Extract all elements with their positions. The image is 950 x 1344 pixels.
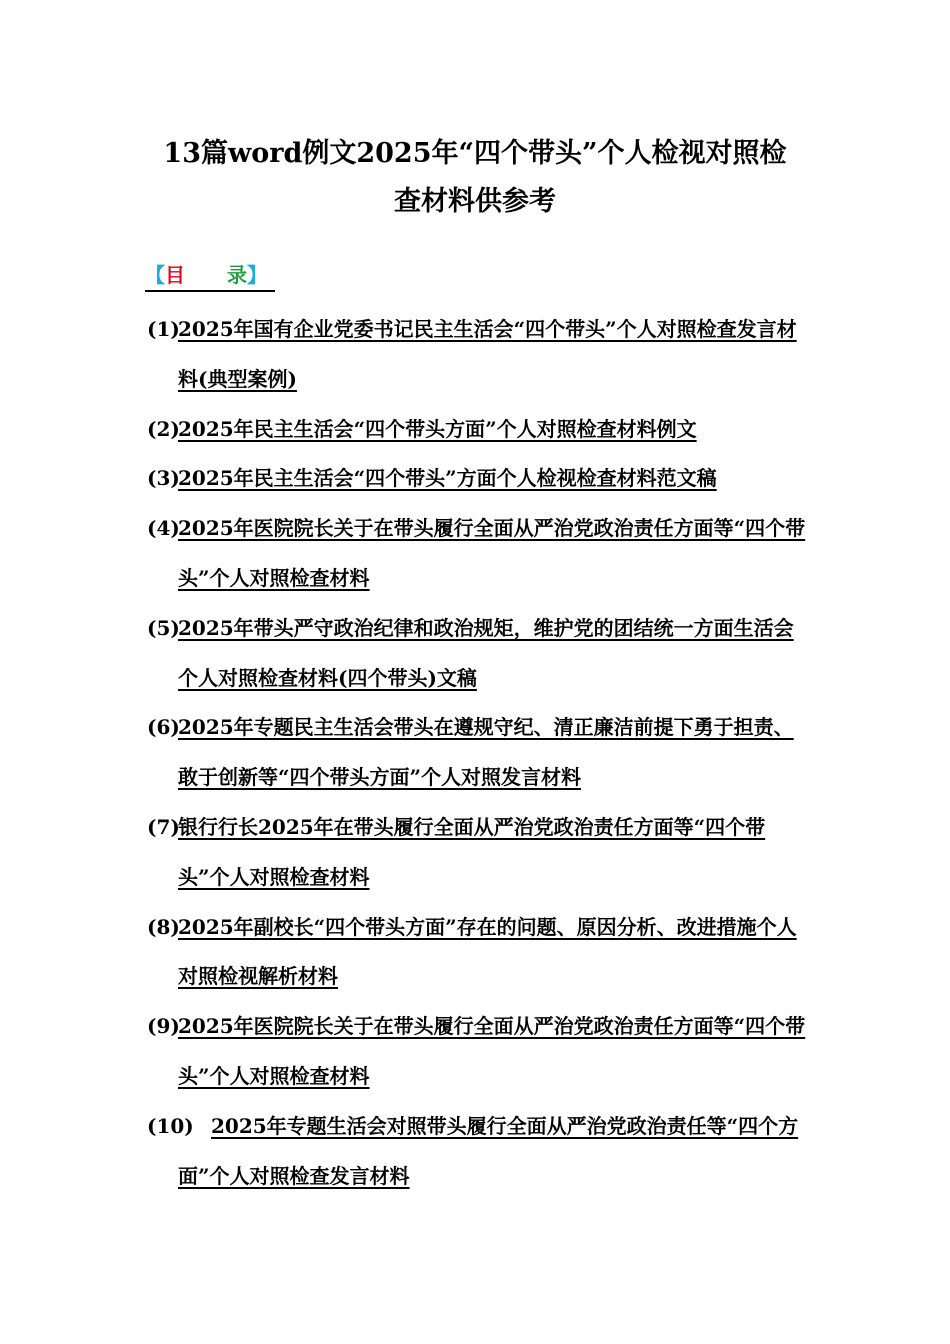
toc-entry-number: (7) (147, 814, 180, 839)
toc-heading (145, 260, 275, 292)
document-title (100, 130, 850, 226)
toc-entry-link[interactable]: 2025年国有企业党委书记民主生活会“四个带头”个人对照检查发言材料(典型案例) (178, 317, 797, 391)
toc-entry-number: (4) (147, 516, 180, 541)
toc-entry-1[interactable] (147, 305, 807, 405)
toc-entry-link[interactable]: 2025年带头严守政治纪律和政治规矩，维护党的团结统一方面生活会个人对照检查材料(四个带头)文稿 (178, 615, 794, 690)
toc-heading-char-2: 录 (227, 263, 247, 287)
toc-entry-number: (1) (147, 317, 180, 341)
toc-entry-link[interactable]: 银行行长2025年在带头履行全面从严治党政治责任方面等“四个带头”个人对照检查材料 (178, 814, 766, 889)
toc-entry-link[interactable]: 2025年医院院长关于在带头履行全面从严治党政治责任方面等“四个带头”个人对照检查材料 (178, 1014, 806, 1088)
toc-entry-5[interactable] (147, 604, 807, 704)
toc-entry-link[interactable]: 2025年副校长“四个带头方面”存在的问题、原因分析、改进措施个人对照检视解析材料 (178, 914, 797, 989)
toc-entry-number: (6) (147, 715, 180, 740)
table-of-contents (147, 305, 807, 1201)
toc-entry-link[interactable]: 2025年民主生活会“四个带头方面”个人对照检查材料例文 (178, 416, 697, 441)
toc-entry-link[interactable]: 2025年专题生活会对照带头履行全面从严治党政治责任等“四个方面”个人对照检查发言材料 (178, 1113, 799, 1188)
toc-entry-2[interactable] (147, 405, 807, 455)
toc-entry-8[interactable] (147, 903, 807, 1003)
toc-entry-6[interactable] (147, 703, 807, 803)
toc-entry-number: (8) (147, 914, 180, 939)
toc-entry-4[interactable] (147, 504, 807, 604)
toc-entry-3[interactable] (147, 454, 807, 504)
toc-entry-7[interactable] (147, 803, 807, 903)
toc-entry-number: (2) (147, 416, 180, 441)
title-line-2: 查材料供参考 (394, 186, 556, 217)
title-line-1: 13篇word例文2025年“四个带头”个人检视对照检 (163, 138, 787, 169)
toc-entry-9[interactable] (147, 1002, 807, 1102)
toc-open-bracket: 【 (145, 263, 165, 287)
toc-entry-number: (9) (147, 1014, 180, 1039)
toc-entry-link[interactable]: 2025年医院院长关于在带头履行全面从严治党政治责任方面等“四个带头”个人对照检查材料 (178, 516, 806, 590)
toc-entry-10[interactable] (147, 1102, 807, 1202)
toc-entry-number: (3) (147, 466, 180, 491)
toc-entry-link[interactable]: 2025年专题民主生活会带头在遵规守纪、清正廉洁前提下勇于担责、敢于创新等“四个带头方面”个人对照发言材料 (178, 715, 794, 790)
toc-heading-char-1: 目 (165, 263, 185, 287)
toc-close-bracket: 】 (247, 263, 267, 287)
toc-entry-link[interactable]: 2025年民主生活会“四个带头”方面个人检视检查材料范文稿 (178, 466, 717, 491)
toc-entry-number: (5) (147, 615, 180, 640)
toc-entry-number: (10) (147, 1113, 194, 1138)
